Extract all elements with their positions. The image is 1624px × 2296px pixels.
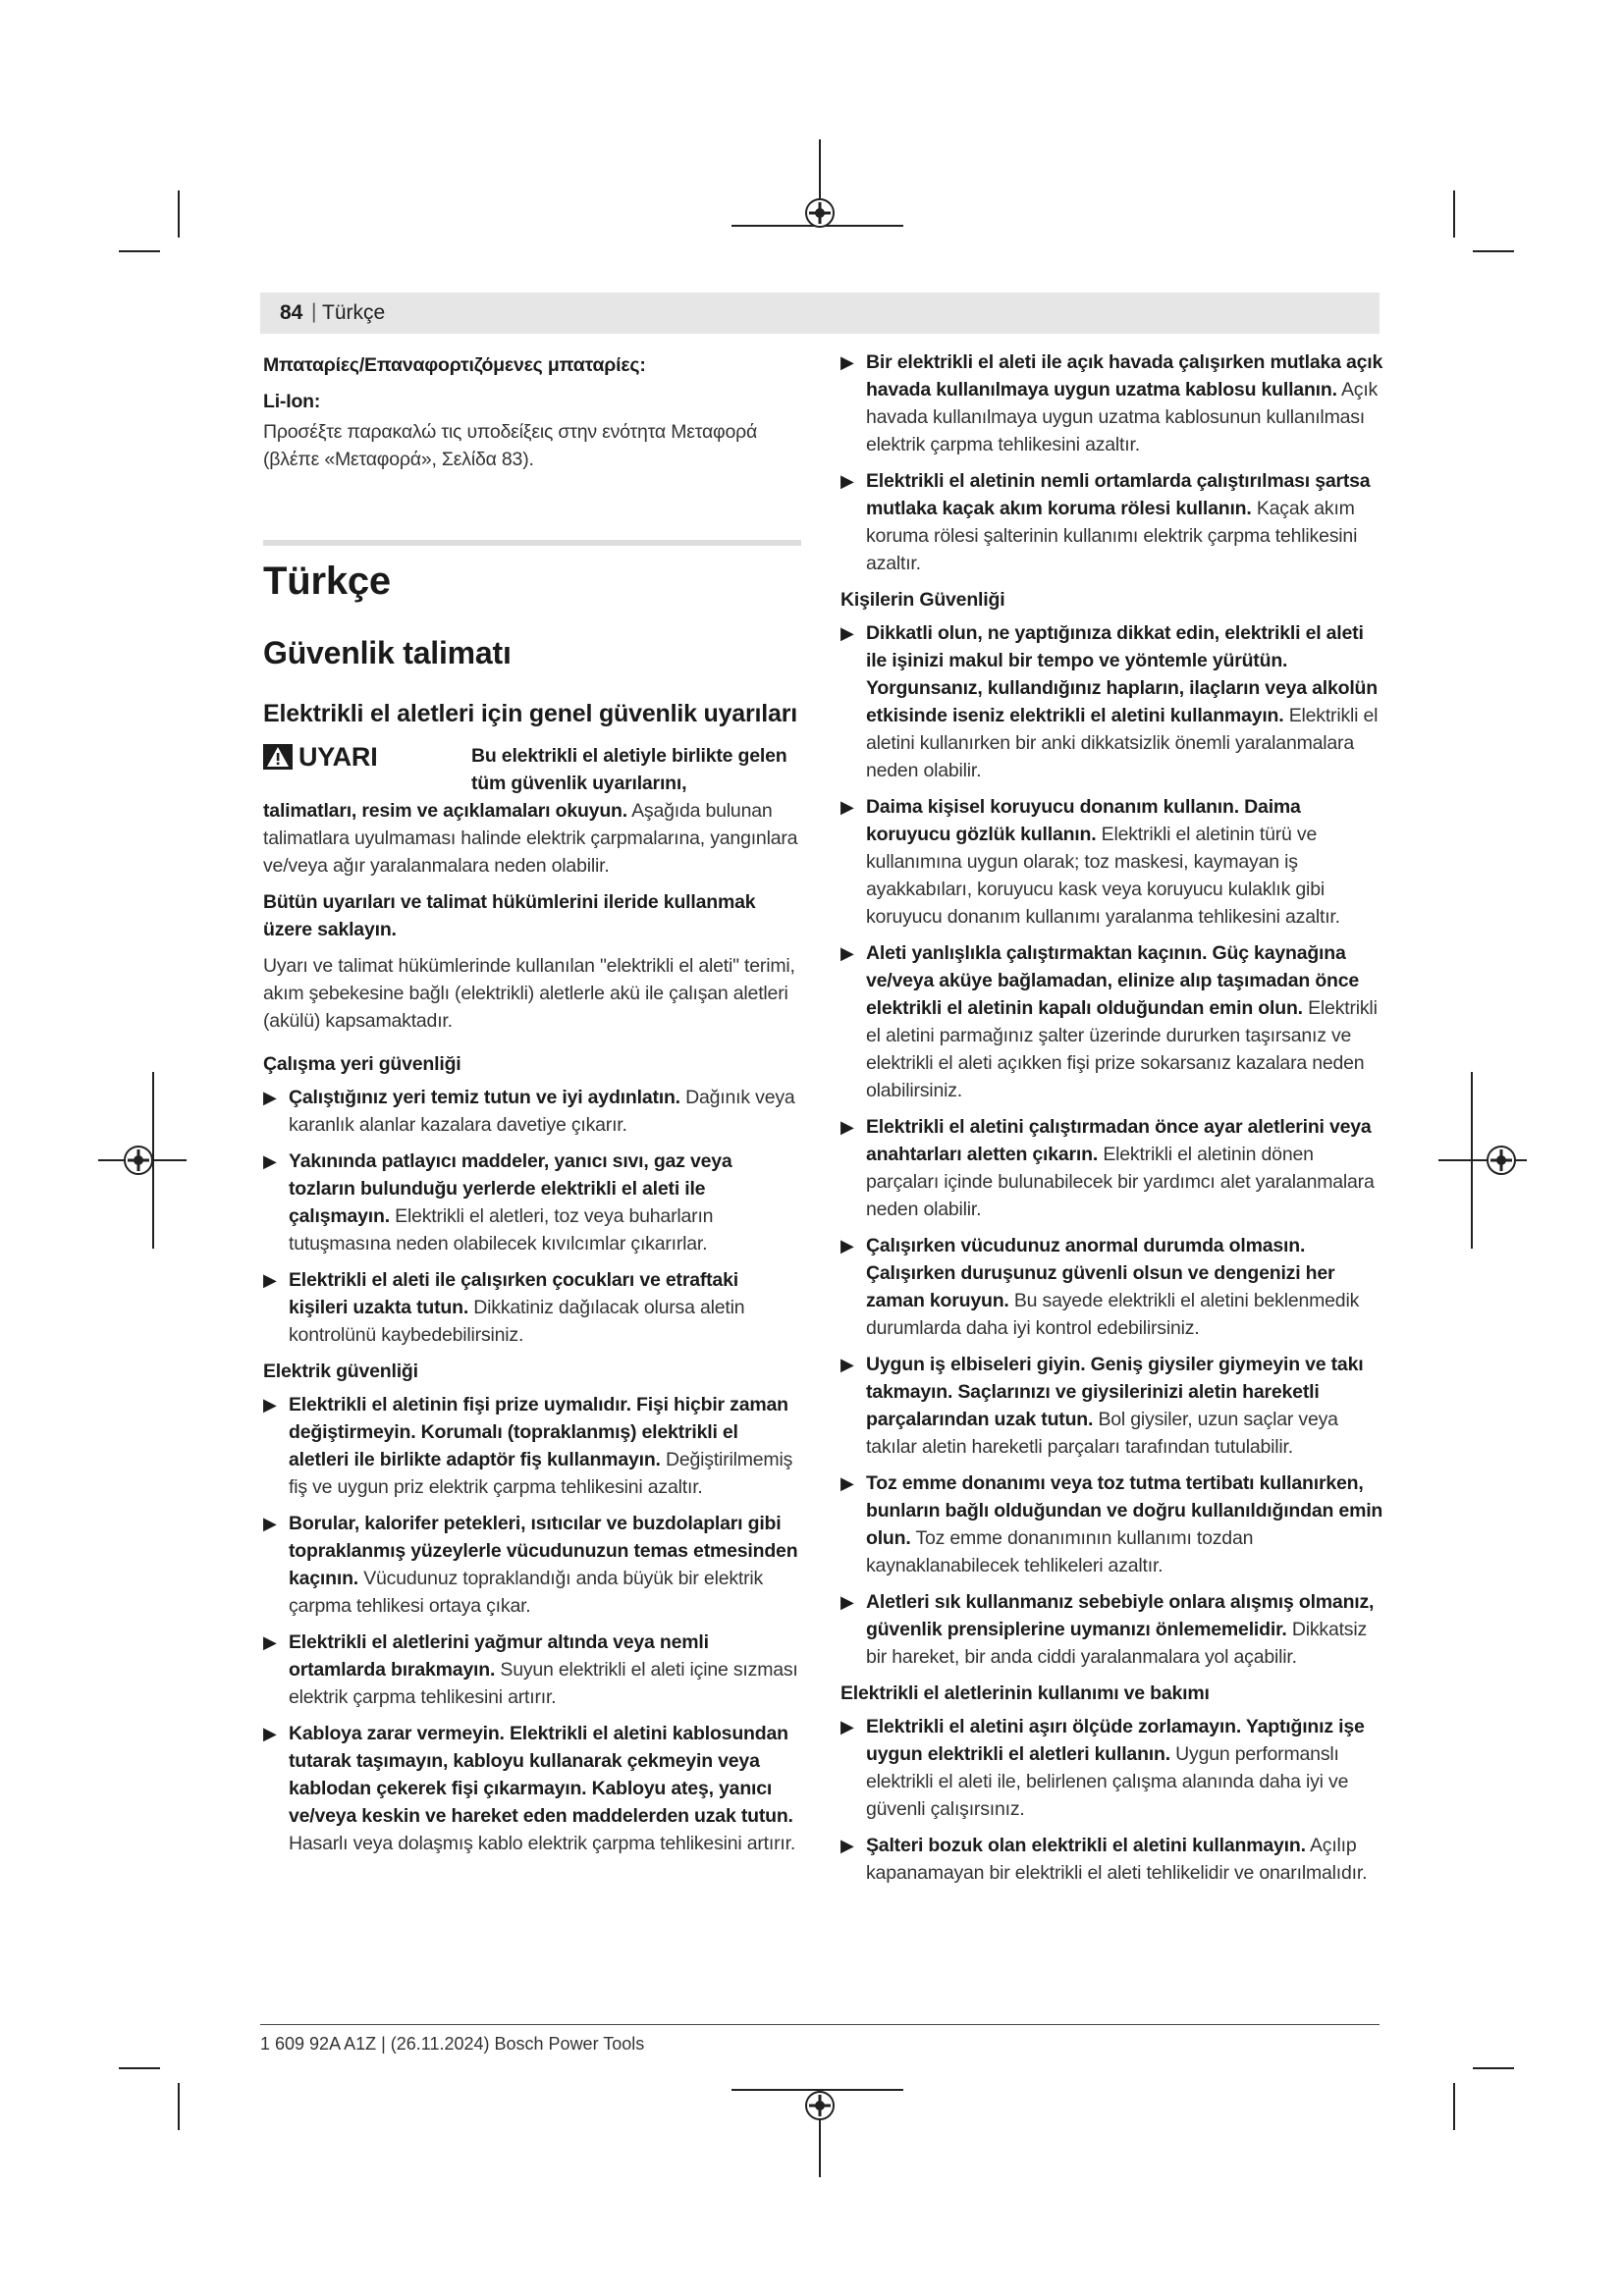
list-item: ▶ Uygun iş elbiseleri giyin. Geniş giysiler giymeyin ve takı takmayın. Saçlarınızı ve giysilerinizi aletin hareketli parçalarından uzak tutun. Bol giysiler, uzun saçlar veya takılar aletin hareketli parçaları tarafından tutulabilir. xyxy=(840,1351,1385,1461)
greek-subheading: Li-Ion: xyxy=(263,391,321,412)
bullet-arrow-icon: ▶ xyxy=(840,1236,854,1255)
list-item: ▶ Elektrikli el aletini aşırı ölçüde zorlamayın. Yaptığınız işe uygun elektrikli el aletleri kullanın. Uygun performanslı elektrikli el aleti ile, belirlenen çalışma alanında daha iyi ve güvenli çalışırsınız. xyxy=(840,1713,1385,1823)
work-area-heading: Çalışma yeri güvenliği xyxy=(263,1053,461,1075)
section-divider xyxy=(263,540,801,546)
bullet-arrow-icon: ▶ xyxy=(840,1717,854,1736)
list-item: ▶ Elektrikli el aletini çalıştırmadan önce ayar aletlerini veya anahtarları aletten çıkarın. Elektrikli el aletinin dönen parçaları içinde bulunabilecek bir yardımcı alet yaralanmalara neden olabilir. xyxy=(840,1113,1385,1223)
header-separator: | xyxy=(311,300,317,323)
page-header xyxy=(260,293,1380,334)
bullet-arrow-icon: ▶ xyxy=(263,1632,277,1652)
bullet-arrow-icon: ▶ xyxy=(840,943,854,963)
list-item: ▶ Elektrikli el aleti ile çalışırken çocukları ve etraftaki kişileri uzakta tutun. Dikkatiniz dağılacak olursa aletin kontrolünü kaybedebilirsiniz. xyxy=(263,1266,798,1349)
electrical-list-continued xyxy=(840,348,1385,577)
list-item: ▶ Daima kişisel koruyucu donanım kullanın. Daima koruyucu gözlük kullanın. Elektrikli el aletinin türü ve kullanımına uygun olarak; toz maskesi, kaymayan iş ayakkabıları, koruyucu kask veya koruyucu kulaklık gibi koruyucu donanım kullanımı yaralanma tehlikesini azaltır. xyxy=(840,793,1385,931)
use-care-heading: Elektrikli el aletlerinin kullanımı ve bakımı xyxy=(840,1682,1210,1704)
warning-label xyxy=(263,742,378,772)
list-item: ▶ Yakınında patlayıcı maddeler, yanıcı sıvı, gaz veya tozların bulunduğu yerlerde elektrikli el aleti ile çalışmayın. Elektrikli el aletleri, toz veya buharların tutuşmasına neden olabilecek kıvılcımlar çıkarırlar. xyxy=(263,1148,798,1257)
list-item: ▶ Toz emme donanımı veya toz tutma tertibatı kullanırken, bunların bağlı olduğundan ve doğru kullanıldığından emin olun. Toz emme donanımının kullanımı tozdan kaynaklanabilecek tehlikeleri azaltır. xyxy=(840,1469,1385,1579)
bullet-arrow-icon: ▶ xyxy=(840,1473,854,1493)
warning-text-normal: Aşağıda bulunan talimatlara uyulmaması halinde elektrik çarpmalarına, yangınlara ve/veya ağır yaralanmalara neden olabilir. xyxy=(263,800,798,877)
list-item: ▶ Bir elektrikli el aleti ile açık havada çalışırken mutlaka açık havada kullanılmaya uygun uzatma kablosu kullanın. Açık havada kullanılmaya uygun uzatma kablosunun kullanılması elektrik çarpma tehlikesini azaltır. xyxy=(840,348,1385,458)
bullet-arrow-icon: ▶ xyxy=(263,1395,277,1415)
registration-target-icon xyxy=(805,198,835,228)
bullet-arrow-icon: ▶ xyxy=(840,1117,854,1137)
bullet-arrow-icon: ▶ xyxy=(263,1724,277,1743)
crop-mark xyxy=(178,190,180,238)
bullet-arrow-icon: ▶ xyxy=(263,1151,277,1171)
list-item: ▶ Şalteri bozuk olan elektrikli el aletini kullanmayın. Açılıp kapanamayan bir elektrikli el aleti tehlikelidir ve onarılmalıdır. xyxy=(840,1832,1385,1887)
header-language: Türkçe xyxy=(322,301,386,324)
left-column xyxy=(263,351,798,1866)
greek-body: Προσέξτε παρακαλώ τις υποδείξεις στην ενότητα Μεταφορά (βλέπε «Μεταφορά», Σελίδα 83). xyxy=(263,421,758,470)
list-item: ▶ Aletleri sık kullanmanız sebebiyle onlara alışmış olmanız, güvenlik prensiplerine uymanızı önlememelidir. Dikkatsiz bir hareket, bir anda ciddi yaralanmalara yol açabilir. xyxy=(840,1588,1385,1671)
subsection-title: Elektrikli el aletleri için genel güvenlik uyarıları xyxy=(263,700,798,727)
crop-mark xyxy=(178,2083,180,2130)
warning-triangle-icon xyxy=(263,744,293,770)
bullet-arrow-icon: ▶ xyxy=(840,471,854,491)
page-number: 84 xyxy=(280,301,303,324)
bullet-arrow-icon: ▶ xyxy=(840,797,854,817)
list-item: ▶ Borular, kalorifer petekleri, ısıtıcılar ve buzdolapları gibi topraklanmış yüzeylerle vücudunuzun temas etmesinden kaçının. Vücudunuz topraklandığı anda büyük bir elektrik çarpma tehlikesi ortaya çıkar. xyxy=(263,1510,798,1620)
bullet-arrow-icon: ▶ xyxy=(263,1270,277,1290)
list-item: ▶ Çalışırken vücudunuz anormal durumda olmasın. Çalışırken duruşunuz güvenli olsun ve dengenizi her zaman koruyun. Bu sayede elektrikli el aletini beklenmedik durumlarda daha iyi kontrol edebilirsiniz. xyxy=(840,1232,1385,1342)
bullet-arrow-icon: ▶ xyxy=(840,1592,854,1612)
page-footer: 1 609 92A A1Z | (26.11.2024) Bosch Power Tools xyxy=(260,2034,645,2054)
greek-heading: Μπαταρίες/Επαναφορτιζόμενες μπαταρίες: xyxy=(263,354,646,376)
use-care-list xyxy=(840,1713,1385,1887)
crop-mark xyxy=(119,2067,160,2069)
bullet-arrow-icon: ▶ xyxy=(263,1514,277,1533)
list-item: ▶ Aleti yanlışlıkla çalıştırmaktan kaçının. Güç kaynağına ve/veya aküye bağlamadan, elinize alıp taşımadan önce elektrikli el aletinin kapalı olduğundan emin olun. Elektrikli el aletini parmağınız şalter üzerinde dururken taşırsanız ve elektrikli el aleti açıkken fişi prize sokarsanız kazalara neden olabilirsiniz. xyxy=(840,939,1385,1104)
list-item: ▶ Elektrikli el aletinin fişi prize uymalıdır. Fişi hiçbir zaman değiştirmeyin. Korumalı (topraklanmış) elektrikli el aletleri ile birlikte adaptör fiş kullanmayın. Değiştirilmemiş fiş ve uygun priz elektrik çarpma tehlikesini azaltır. xyxy=(263,1391,798,1501)
warning-block xyxy=(263,742,798,797)
footer-rule xyxy=(260,2024,1380,2025)
bullet-arrow-icon: ▶ xyxy=(840,1355,854,1374)
list-item: ▶ Elektrikli el aletlerini yağmur altında veya nemli ortamlarda bırakmayın. Suyun elektrikli el aleti içine sızması elektrik çarpma tehlikesini artırır. xyxy=(263,1629,798,1711)
list-item: ▶ Çalıştığınız yeri temiz tutun ve iyi aydınlatın. Dağınık veya karanlık alanlar kazalara davetiye çıkarır. xyxy=(263,1084,798,1139)
crop-mark xyxy=(1453,2083,1455,2130)
work-area-list xyxy=(263,1084,798,1349)
section-title: Güvenlik talimatı xyxy=(263,635,512,670)
crop-mark xyxy=(1473,2067,1514,2069)
personal-safety-heading: Kişilerin Güvenliği xyxy=(840,589,1005,611)
term-definition: Uyarı ve talimat hükümlerinde kullanılan "elektrikli el aleti" terimi, akım şebekesine bağlı (elektrikli) aletlerle akü ile çalışan aletleri (akülü) kapsamaktadır. xyxy=(263,955,795,1032)
list-item: ▶ Elektrikli el aletinin nemli ortamlarda çalıştırılması şartsa mutlaka kaçak akım koruma rölesi kullanın. Kaçak akım koruma rölesi şalterinin kullanımı elektrik çarpma tehlikesini azaltır. xyxy=(840,467,1385,577)
personal-safety-list xyxy=(840,619,1385,1671)
keep-instructions: Bütün uyarıları ve talimat hükümlerini ileride kullanmak üzere saklayın. xyxy=(263,891,756,940)
registration-target-icon xyxy=(124,1146,153,1175)
bullet-arrow-icon: ▶ xyxy=(840,1836,854,1855)
page-title: Türkçe xyxy=(263,560,391,603)
list-item: ▶ Dikkatli olun, ne yaptığınıza dikkat edin, elektrikli el aleti ile işinizi makul bir tempo ve yöntemle yürütün. Yorgunsanız, kullandığınız hapların, ilaçların veya alkolün etkisinde iseniz elektrikli el aletini kullanmayın. Elektrikli el aletini kullanırken bir anki dikkatsizlik önemli yaralanmalara neden olabilir. xyxy=(840,619,1385,784)
crop-mark xyxy=(1473,250,1514,252)
electrical-list xyxy=(263,1391,798,1857)
right-column xyxy=(840,348,1385,1896)
crop-mark xyxy=(1453,190,1455,238)
warning-paragraph xyxy=(263,797,798,880)
bullet-arrow-icon: ▶ xyxy=(263,1088,277,1107)
registration-target-icon xyxy=(805,2091,835,2120)
warning-text-intro: Bu elektrikli el aletiyle birlikte gelen tüm güvenlik uyarılarını, xyxy=(471,745,787,794)
bullet-arrow-icon: ▶ xyxy=(840,623,854,643)
warning-label-text: UYARI xyxy=(298,742,378,772)
electrical-heading: Elektrik güvenliği xyxy=(263,1361,418,1382)
crop-mark xyxy=(119,250,160,252)
warning-text-bold: talimatları, resim ve açıklamaları okuyun. xyxy=(263,800,627,822)
list-item: ▶ Kabloya zarar vermeyin. Elektrikli el aletini kablosundan tutarak taşımayın, kabloyu kullanarak çekmeyin veya kablodan çekerek fişi çıkarmayın. Kabloyu ateş, yanıcı ve/veya keskin ve hareket eden maddelerden uzak tutun. Hasarlı veya dolaşmış kablo elektrik çarpma tehlikesini artırır. xyxy=(263,1720,798,1857)
registration-target-icon xyxy=(1487,1146,1516,1175)
bullet-arrow-icon: ▶ xyxy=(840,352,854,372)
